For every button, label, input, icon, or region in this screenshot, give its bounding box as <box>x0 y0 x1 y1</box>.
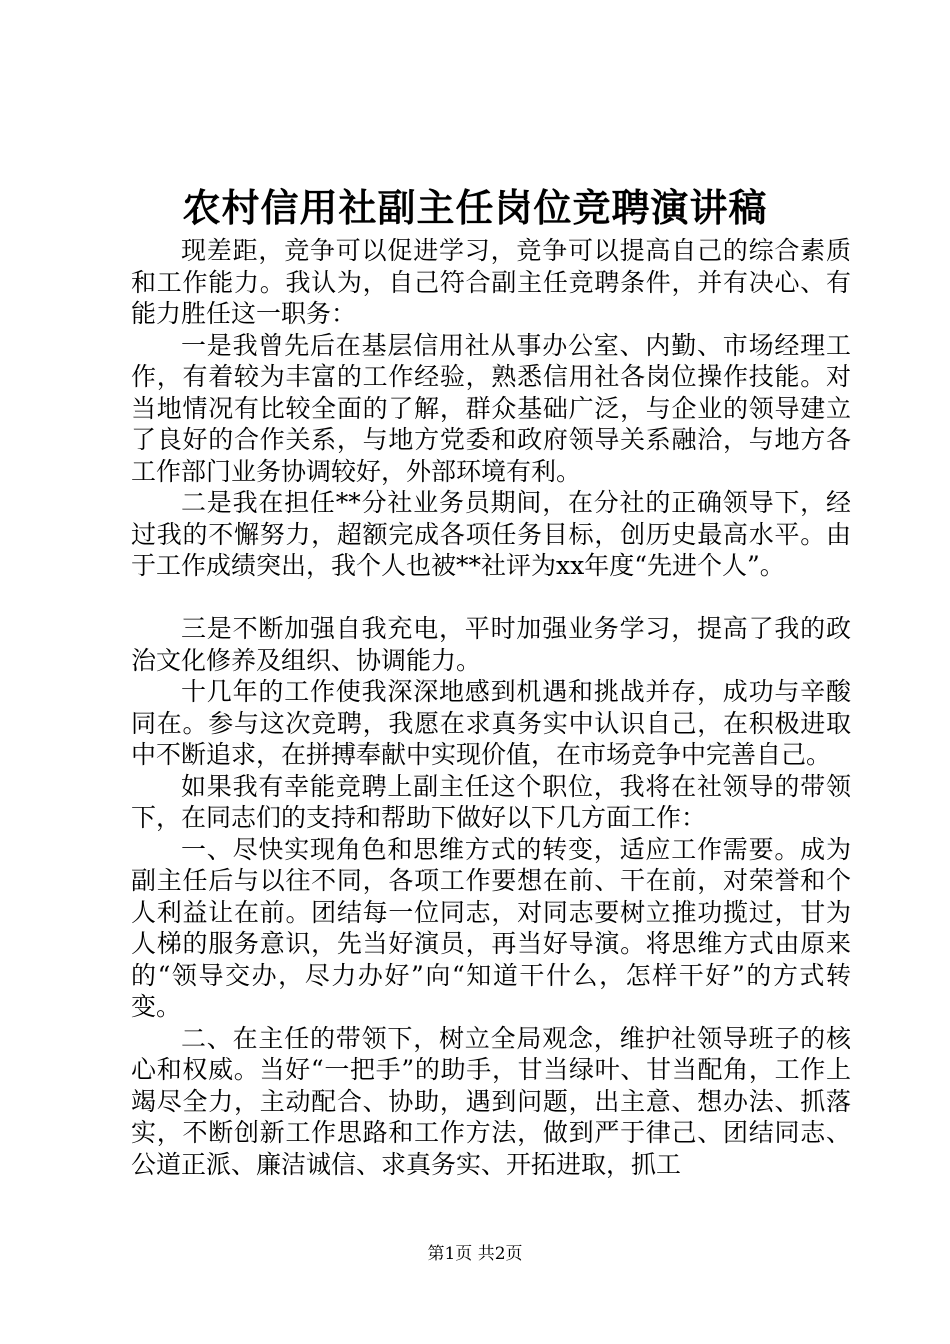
paragraph: 现差距，竞争可以促进学习，竞争可以提高自己的综合素质和工作能力。我认为，自己符合副主任竞聘条件，并有决心、有能力胜任这一职务： <box>131 236 851 328</box>
document-title: 农村信用社副主任岗位竞聘演讲稿 <box>182 185 768 230</box>
paragraph: 一是我曾先后在基层信用社从事办公室、内勤、市场经理工作，有着较为丰富的工作经验，熟悉信用社各岗位操作技能。对当地情况有比较全面的了解，群众基础广泛，与企业的领导建立了良好的合作关系，与地方党委和政府领导关系融洽，与地方各工作部门业务协调较好，外部环境有利。 <box>131 330 851 486</box>
paragraph-spacer <box>131 582 851 614</box>
paragraph: 三是不断加强自我充电，平时加强业务学习，提高了我的政治文化修养及组织、协调能力。 <box>131 614 851 675</box>
paragraph: 一、尽快实现角色和思维方式的转变，适应工作需要。成为副主任后与以往不同，各项工作要想在前、干在前，对荣誉和个人利益让在前。团结每一位同志，对同志要树立推功揽过，甘为人梯的服务意识，先当好演员，再当好导演。将思维方式由原来的“领导交办，尽力办好”向“知道干什么，怎样干好”的方式转变。 <box>131 834 851 1021</box>
document-body <box>131 235 851 1180</box>
paragraph: 二是我在担任**分社业务员期间，在分社的正确领导下，经过我的不懈努力，超额完成各项任务目标，创历史最高水平。由于工作成绩突出，我个人也被**社评为xx年度“先进个人”。 <box>131 488 851 580</box>
paragraph: 十几年的工作使我深深地感到机遇和挑战并存，成功与辛酸同在。参与这次竞聘，我愿在求真务实中认识自己，在积极进取中不断追求，在拼搏奉献中实现价值，在市场竞争中完善自己。 <box>131 677 851 769</box>
page-footer: 第1页 共2页 <box>427 1244 523 1264</box>
paragraph: 如果我有幸能竞聘上副主任这个职位，我将在社领导的带领下，在同志们的支持和帮助下做好以下几方面工作： <box>131 771 851 832</box>
paragraph: 二、在主任的带领下，树立全局观念，维护社领导班子的核心和权威。当好“一把手”的助手，甘当绿叶、甘当配角，工作上竭尽全力，主动配合、协助，遇到问题，出主意、想办法、抓落实，不断创新工作思路和工作方法，做到严于律己、团结同志、公道正派、廉洁诚信、求真务实、开拓进取，抓工 <box>131 1023 851 1179</box>
